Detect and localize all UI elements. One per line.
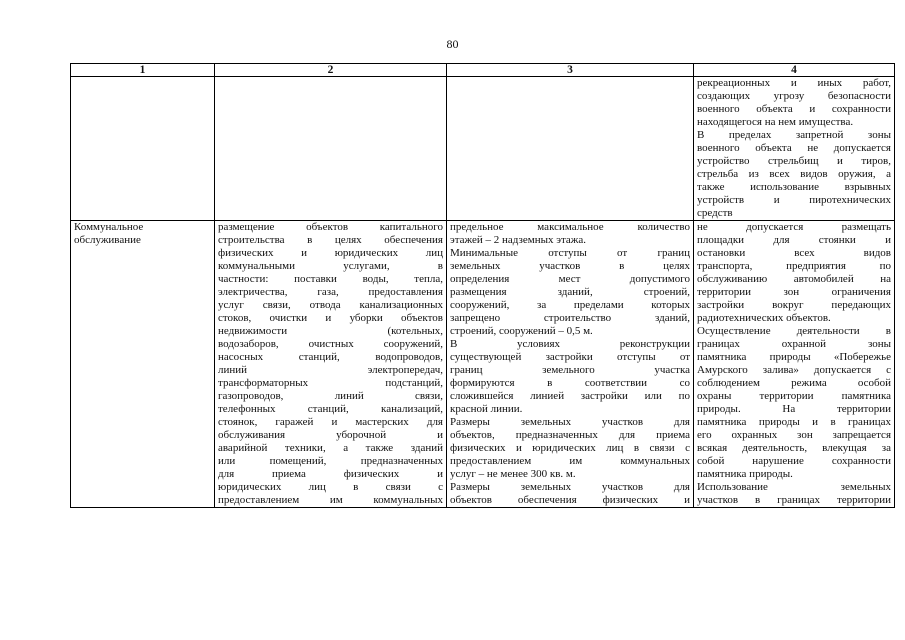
cell-text-line: физических и юридических лиц в связи с [450,442,690,454]
row2-col4-cell [694,221,895,508]
page-number: 80 [446,37,459,51]
cell-text-line: памятника природы. [697,468,793,480]
cell-text-line: физических и юридических лиц [218,247,443,259]
cell-text-line: юридических лиц в связи с [218,481,443,493]
cell-text-line: обслуживание [74,234,141,246]
cell-text-line: услуг связи, отвода канализационных [218,299,443,311]
cell-text-line: военного объекта и сохранности [697,103,891,115]
header-col-1: 1 [71,64,215,77]
cell-text-line: предоставлением им коммунальных [218,494,443,506]
cell-text-line: площадки для стоянки и [697,234,891,246]
cell-text-line: природы. На территории [697,403,891,415]
cell-text-line: собой нарушение сохранности [697,455,891,467]
cell-text-line: устройств и пиротехнических [697,194,891,206]
cell-text-line: В условиях реконструкции [450,338,690,350]
cell-text-line: Минимальные отступы от границ [450,247,690,259]
cell-text-line: сооружений, за пределами которых [450,299,690,311]
cell-text-line: стоков, очистки и уборки объектов [218,312,443,324]
cell-text-line: Использование земельных [697,481,891,493]
cell-text-line: размещения зданий, строений, [450,286,690,298]
cell-text-line: или помещений, предназначенных [218,455,443,467]
cell-text-line: недвижимости (котельных, [218,325,443,337]
cell-text-line: устройство стрельбищ и тиров, [697,155,891,167]
cell-text-line: существующей застройки отступы от [450,351,690,363]
cell-text-line: электричества, газа, предоставления [218,286,443,298]
cell-text-line: аварийной техники, а также зданий [218,442,443,454]
header-col-2: 2 [215,64,447,77]
cell-text-line: памятника природы и в границах [697,416,891,428]
row2-col2-cell [215,221,447,508]
cell-text-line: земельных участков в целях [450,260,690,272]
cell-text-line: его охранных зон запрещается [697,429,891,441]
cell-text-line: предоставлением им коммунальных [450,455,690,467]
cell-text-line: территории зон ограничения [697,286,891,298]
cell-text-line: насосных станций, водопроводов, [218,351,443,363]
cell-text-line: Размеры земельных участков для [450,416,690,428]
cell-text-line: транспорта, предприятия по [697,260,891,272]
cell-text-line: военного объекта не допускается [697,142,891,154]
cell-text-line: водозаборов, очистных сооружений, [218,338,443,350]
cell-text-line: границ земельного участка [450,364,690,376]
cell-text-line: трансформаторных подстанций, [218,377,443,389]
cell-text-line: создающих угрозу безопасности [697,90,891,102]
cell-text-line: обслуживания уборочной и [218,429,443,441]
header-col-3: 3 [447,64,694,77]
cell-text-line: предельное максимальное количество [450,221,690,233]
cell-text-line: Осуществление деятельности в [697,325,891,337]
cell-text-line: запрещено строительство зданий, [450,312,690,324]
cell-text-line: стрельба из всех видов оружия, а [697,168,891,180]
cell-text-line: строений, сооружений – 0,5 м. [450,325,593,337]
cell-text-line: границах охранной зоны [697,338,891,350]
table-row [71,221,895,508]
cell-text-line: объектов обеспечения физических и [450,494,690,506]
cell-text-line: услуг – не менее 300 кв. м. [450,468,576,480]
cell-text-line: радиотехнических объектов. [697,312,831,324]
cell-text-line: соблюдением режима особой [697,377,891,389]
cell-text-line: этажей – 2 надземных этажа. [450,234,587,246]
cell-text-line: частности: поставки воды, тепла, [218,273,443,285]
table-row [71,77,895,221]
cell-text-line: охраны территории памятника [697,390,891,402]
row1-col2-cell [215,77,447,221]
row1-col4-cell [694,77,895,221]
row2-col1-cell [71,221,215,508]
cell-text-line: определения мест допустимого [450,273,690,285]
cell-text-line: остановки всех видов [697,247,891,259]
cell-text-line: красной линии. [450,403,523,415]
land-use-table [70,63,895,508]
row2-col3-cell [447,221,694,508]
cell-text-line: коммунальными услугами, в [218,260,443,272]
cell-text-line: находящегося на нем имущества. [697,116,854,128]
cell-text-line: не допускается размещать [697,221,891,233]
cell-text-line: Коммунальное [74,221,144,233]
header-col-4: 4 [694,64,895,77]
table-header-row [71,64,895,77]
cell-text-line: для приема физических и [218,468,443,480]
cell-text-line: памятника природы «Побережье [697,351,891,363]
cell-text-line: объектов, предназначенных для приема [450,429,690,441]
cell-text-line: сложившейся линией застройки или по [450,390,690,402]
cell-text-line: застройки вокруг передающих [697,299,891,311]
row1-col1-cell [71,77,215,221]
cell-text-line: строительства в целях обеспечения [218,234,443,246]
cell-text-line: стоянок, гаражей и мастерских для [218,416,443,428]
cell-text-line: Размеры земельных участков для [450,481,690,493]
cell-text-line: размещение объектов капитального [218,221,443,233]
cell-text-line: газопроводов, линий связи, [218,390,443,402]
cell-text-line: также использование взрывных [697,181,891,193]
cell-text-line: рекреационных и иных работ, [697,77,891,89]
cell-text-line: формируются в соответствии со [450,377,690,389]
cell-text-line: Амурского залива» допускается с [697,364,891,376]
cell-text-line: телефонных станций, канализаций, [218,403,443,415]
cell-text-line: участков в границах территории [697,494,891,506]
cell-text-line: обслуживанию автомобилей на [697,273,891,285]
row1-col3-cell [447,77,694,221]
cell-text-line: средств [697,207,733,219]
cell-text-line: В пределах запретной зоны [697,129,891,141]
cell-text-line: линий электропередач, [218,364,443,376]
cell-text-line: всякая деятельность, влекущая за [697,442,891,454]
